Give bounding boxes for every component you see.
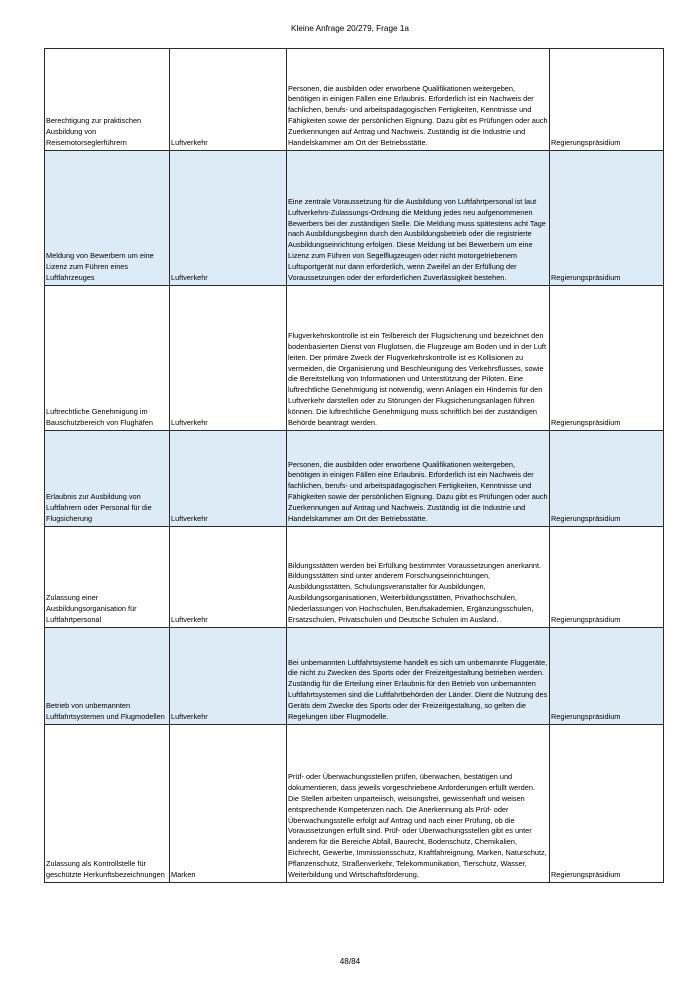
authority-cell — [550, 628, 664, 725]
table-row — [45, 49, 664, 151]
authority-cell — [550, 286, 664, 431]
authority-cell — [550, 49, 664, 151]
service-area: Marken — [171, 870, 196, 880]
service-description-cell: Bei unbemannten Luftfahrtsysteme handelt es sich um unbemannte Fluggeräte, die nicht zu Zwecken des Sports oder der Freizeitgestaltung betrieben werden. Zuständig für die Erteilung einer Erlaubnis für den Betrieb von unbemannten Luftfahrtsystemen sind die Luftfahrtbehörden der Länder. Dient die Nutzung des Geräts dem Zwecke des Sports oder der Freizeitgestaltung, so gelten die Regelungen über Flugmodelle. — [287, 628, 550, 725]
service-name-cell: Berechtigung zur praktischen Ausbildung von Reisemotorseglerführern — [45, 49, 170, 151]
service-area: Luftverkehr — [171, 615, 208, 625]
service-name-cell: Luftrechtliche Genehmigung im Bauschutzbereich von Flughäfen — [45, 286, 170, 431]
service-name-cell: Meldung von Bewerbern um eine Lizenz zum Führen eines Luftfahrzeuges — [45, 151, 170, 286]
table-row — [45, 151, 664, 286]
service-description-cell: Eine zentrale Voraussetzung für die Ausbildung von Luftfahrtpersonal ist laut Luftverkehrs-Zulassungs-Ordnung die Meldung jedes neu aufgenommenen Bewerbers bei der zuständigen Stelle. Die Meldung muss spätestens acht Tage nach Ausbildungsbeginn durch den Ausbildungsbetrieb oder die registrierte Ausbildungseinrichtung erfolgen. Diese Meldung ist bei Bewerbern um eine Lizenz zum Führen von Segelflugzeugen oder nicht motorgetriebenem Luftsportgerät nur dann erforderlich, wenn Zweifel an der Erfüllung der Voraussetzungen oder der erforderlichen Zuverlässigkeit bestehen. — [287, 151, 550, 286]
authority-cell — [550, 725, 664, 883]
table-row — [45, 628, 664, 725]
authority-cell — [550, 527, 664, 628]
service-name-cell: Zulassung als Kontrollstelle für geschützte Herkunftsbezeichnungen — [45, 725, 170, 883]
service-description-cell: Prüf- oder Überwachungsstellen prüfen, überwachen, bestätigen und dokumentieren, dass jeweils vorgeschriebene Anforderungen erfüllt werden. Die Stellen arbeiten unparteiisch, weisungsfrei, gewissenhaft und weisen entsprechende Kompetenzen nach. Die Anerkennung als Prüf- oder Überwachungsstelle erfolgt auf Antrag und nach einer Prüfung, ob die Voraussetzungen erfüllt sind. Prüf- oder Überwachungsstellen gibt es unter anderem für die Bereiche Abfall, Baurecht, Bodenschutz, Chemikalien, Eichrecht, Gewerbe, Immissionsschutz, Kraftfahreignung, Marken, Naturschutz, Pflanzenschutz, Straßenverkehr, Telekommunikation, Tierschutz, Wasser, Weiterbildung und Wirtschaftsförderung. — [287, 725, 550, 883]
service-description-cell: Personen, die ausbilden oder erworbene Qualifikationen weitergeben, benötigen in einigen Fällen eine Erlaubnis. Erforderlich ist ein Nachweis der fachlichen, berufs- und arbeitspädagogischen Fertigkeiten, Kenntnisse und Fähigkeiten sowie der persönlichen Eignung. Dazu gibt es Prüfungen oder auch Zuerkennungen auf Antrag und Nachweis. Zuständig ist die Industrie und Handelskammer am Ort der Betriebsstätte. — [287, 431, 550, 527]
service-area: Luftverkehr — [171, 712, 208, 722]
authority: Regierungspräsidium — [551, 138, 621, 148]
service-area-cell — [170, 725, 287, 883]
service-area-cell — [170, 151, 287, 286]
service-area: Luftverkehr — [171, 514, 208, 524]
service-area-cell — [170, 527, 287, 628]
authority: Regierungspräsidium — [551, 615, 621, 625]
authority: Regierungspräsidium — [551, 712, 621, 722]
service-name-cell: Betrieb von unbemannten Luftfahrtsystemen und Flugmodellen — [45, 628, 170, 725]
service-area-cell — [170, 49, 287, 151]
service-area: Luftverkehr — [171, 138, 208, 148]
table-row — [45, 527, 664, 628]
service-description-cell: Flugverkehrskontrolle ist ein Teilbereich der Flugsicherung und bezeichnet den bodenbasierten Dienst von Fluglotsen, die Flugzeuge am Boden und in der Luft leiten. Der primäre Zweck der Flugverkehrskontrolle ist es Kollisionen zu vermeiden, die Organisierung und Beschleunigung des Verkehrsflusses, sowie die Bereitstellung von Informationen und Unterstützung der Piloten. Eine luftrechtliche Genehmigung ist notwendig, wenn Anlagen ein Hindernis für den Luftverkehr darstellen oder zu Störungen der Flugsicherungsanlagen führen können. Die luftrechtliche Genehmigung muss schriftlich bei der zuständigen Behörde beantragt werden. — [287, 286, 550, 431]
service-description-cell: Personen, die ausbilden oder erworbene Qualifikationen weitergeben, benötigen in einigen Fällen eine Erlaubnis. Erforderlich ist ein Nachweis der fachlichen, berufs- und arbeitspädagogischen Fertigkeiten, Kenntnisse und Fähigkeiten sowie der persönlichen Eignung. Dazu gibt es Prüfungen oder auch Zuerkennungen auf Antrag und Nachweis. Zuständig ist die Industrie und Handelskammer am Ort der Betriebsstätte. — [287, 49, 550, 151]
page-header: Kleine Anfrage 20/279, Frage 1a — [291, 24, 409, 33]
table-row — [45, 725, 664, 883]
table-row — [45, 286, 664, 431]
service-name-cell: Zulassung einer Ausbildungsorganisation für Luftfahrtpersonal — [45, 527, 170, 628]
service-area-cell — [170, 431, 287, 527]
service-area-cell — [170, 628, 287, 725]
authority: Regierungspräsidium — [551, 514, 621, 524]
service-area: Luftverkehr — [171, 418, 208, 428]
page-number: 48/84 — [339, 957, 361, 966]
authority-cell — [550, 151, 664, 286]
service-description-cell: Bildungsstätten werden bei Erfüllung bestimmter Voraussetzungen anerkannt. Bildungsstätten sind unter anderem Forschungseinrichtungen, Ausbildungsstätten, Schulungsveranstalter für Ausbildungen, Ausbildungsorganisationen, Weiterbildungsstätten, Privathochschulen, Niederlassungen von Hochschulen, Berufsakademien, Ergänzungsschulen, Ersatzschulen, Privatschulen und Deutsche Schulen im Ausland. — [287, 527, 550, 628]
service-name-cell: Erlaubnis zur Ausbildung von Luftfahrern oder Personal für die Flugsicherung — [45, 431, 170, 527]
table-row — [45, 431, 664, 527]
authority: Regierungspräsidium — [551, 273, 621, 283]
authority-cell — [550, 431, 664, 527]
authority: Regierungspräsidium — [551, 418, 621, 428]
service-area: Luftverkehr — [171, 273, 208, 283]
authority: Regierungspräsidium — [551, 870, 621, 880]
service-area-cell — [170, 286, 287, 431]
services-table — [44, 48, 664, 883]
